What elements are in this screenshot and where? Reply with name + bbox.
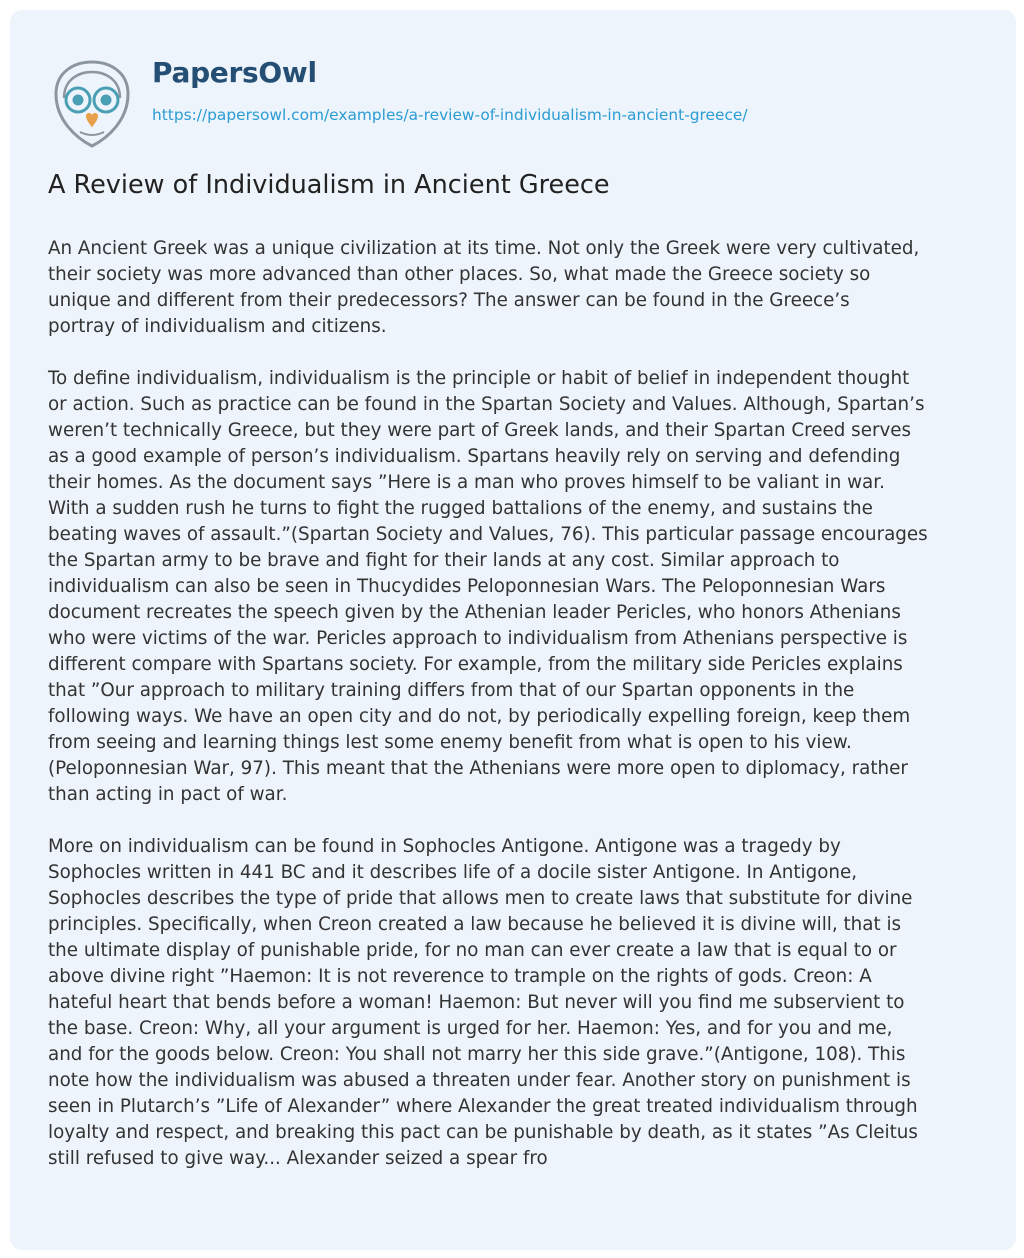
text-line: portray of individualism and citizens. <box>48 316 387 337</box>
text-line: weren’t technically Greece, but they were part of Greek lands, and their Spartan Creed serves <box>48 420 912 441</box>
text-line: their homes. As the document says ”Here is a man who proves himself to be valiant in war. <box>48 472 885 493</box>
text-line: following ways. We have an open city and do not, by periodically expelling foreign, keep them <box>48 706 911 727</box>
paragraph-1 <box>48 236 978 340</box>
text-line: the Spartan army to be brave and fight for their lands at any cost. Similar approach to <box>48 550 840 571</box>
text-line: the base. Creon: Why, all your argument is urged for her. Haemon: Yes, and for you and me, <box>48 1018 893 1039</box>
text-line: note how the individualism was abused a threaten under fear. Another story on punishment is <box>48 1070 911 1091</box>
text-line: (Peloponnesian War, 97). This meant that the Athenians were more open to diplomacy, rather <box>48 758 908 779</box>
page-title: A Review of Individualism in Ancient Greece <box>48 170 610 200</box>
text-line: or action. Such as practice can be found in the Spartan Society and Values. Although, Spartan’s <box>48 394 925 415</box>
brand-name[interactable]: PapersOwl <box>152 56 317 89</box>
page-url-link[interactable]: https://papersowl.com/examples/a-review-of-individualism-in-ancient-greece/ <box>152 106 748 124</box>
text-line: To define individualism, individualism is the principle or habit of belief in independent thought <box>48 368 910 389</box>
text-line: who were victims of the war. Pericles approach to individualism from Athenians perspective is <box>48 628 908 649</box>
owl-logo-icon <box>50 58 134 150</box>
text-line: With a sudden rush he turns to fight the rugged battalions of the enemy, and sustains the <box>48 498 873 519</box>
text-line: seen in Plutarch’s ”Life of Alexander” where Alexander the great treated individualism through <box>48 1096 918 1117</box>
text-line: from seeing and learning things lest some enemy benefit from what is open to his view. <box>48 732 852 753</box>
text-line: that ”Our approach to military training differs from that of our Spartan opponents in the <box>48 680 855 701</box>
text-line: above divine right ”Haemon: It is not reverence to trample on the rights of gods. Creon: A <box>48 966 872 987</box>
text-line: and for the goods below. Creon: You shall not marry her this side grave.”(Antigone, 108). This <box>48 1044 906 1065</box>
text-line: beating waves of assault.”(Spartan Society and Values, 76). This particular passage encourages <box>48 524 928 545</box>
text-line: still refused to give way... Alexander seized a spear fro <box>48 1148 548 1169</box>
text-line: their society was more advanced than other places. So, what made the Greece society so <box>48 264 871 285</box>
text-line: Sophocles written in 441 BC and it describes life of a docile sister Antigone. In Antigone, <box>48 862 858 883</box>
text-line: loyalty and respect, and breaking this pact can be punishable by death, as it states ”As Cleitus <box>48 1122 918 1143</box>
paragraph-2 <box>48 366 978 808</box>
text-line: document recreates the speech given by the Athenian leader Pericles, who honors Athenians <box>48 602 901 623</box>
text-line: More on individualism can be found in Sophocles Antigone. Antigone was a tragedy by <box>48 836 841 857</box>
text-line: Sophocles describes the type of pride that allows men to create laws that substitute for divine <box>48 888 913 909</box>
text-line: than acting in pact of war. <box>48 784 288 805</box>
text-line: principles. Specifically, when Creon created a law because he believed it is divine will, that is <box>48 914 902 935</box>
text-line: as a good example of person’s individualism. Spartans heavily rely on serving and defending <box>48 446 901 467</box>
text-line: An Ancient Greek was a unique civilization at its time. Not only the Greek were very cultivated, <box>48 238 920 259</box>
text-line: hateful heart that bends before a woman! Haemon: But never will you find me subservient to <box>48 992 905 1013</box>
article-body <box>48 236 978 1198</box>
text-line: the ultimate display of punishable pride, for no man can ever create a law that is equal to or <box>48 940 897 961</box>
paragraph-3 <box>48 834 978 1172</box>
text-line: different compare with Spartans society. For example, from the military side Pericles explains <box>48 654 903 675</box>
text-line: unique and different from their predecessors? The answer can be found in the Greece’s <box>48 290 850 311</box>
text-line: individualism can also be seen in Thucydides Peloponnesian Wars. The Peloponnesian Wars <box>48 576 886 597</box>
